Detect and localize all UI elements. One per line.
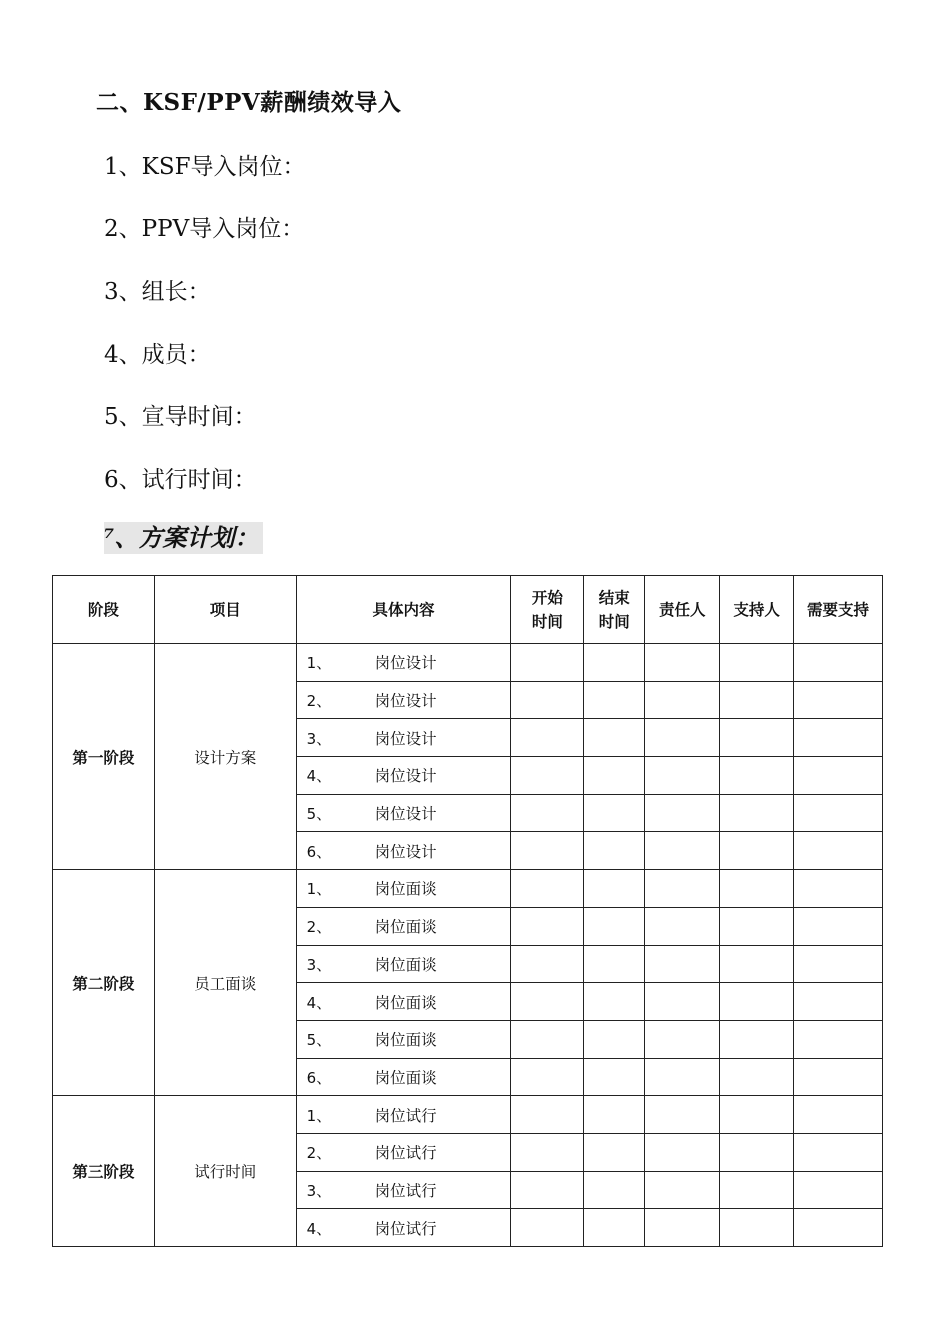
supporter-cell[interactable] — [720, 983, 794, 1021]
responsible-cell[interactable] — [645, 1096, 720, 1134]
end-time-cell[interactable] — [584, 1133, 645, 1171]
support-needed-cell[interactable] — [794, 719, 883, 757]
responsible-cell[interactable] — [645, 945, 720, 983]
header-content: 具体内容 — [296, 576, 511, 644]
supporter-cell[interactable] — [720, 644, 794, 682]
end-time-cell[interactable] — [584, 719, 645, 757]
plan-table — [52, 575, 883, 1247]
responsible-cell[interactable] — [645, 719, 720, 757]
end-time-cell[interactable] — [584, 681, 645, 719]
content-number: 4、 — [306, 767, 332, 786]
content-text: 岗位面谈 — [374, 880, 437, 899]
end-time-cell[interactable] — [584, 945, 645, 983]
item-team-leader: 3、组长： — [104, 279, 211, 305]
content-text: 岗位设计 — [374, 729, 437, 748]
end-time-cell[interactable] — [584, 832, 645, 870]
responsible-cell[interactable] — [645, 1133, 720, 1171]
supporter-cell[interactable] — [720, 1096, 794, 1134]
start-time-cell[interactable] — [511, 1020, 584, 1058]
support-needed-cell[interactable] — [794, 907, 883, 945]
start-time-cell[interactable] — [511, 870, 584, 908]
header-responsible: 责任人 — [645, 576, 720, 644]
support-needed-cell[interactable] — [794, 983, 883, 1021]
header-stage: 阶段 — [53, 576, 155, 644]
responsible-cell[interactable] — [645, 681, 720, 719]
content-cell — [296, 1133, 511, 1171]
project-cell: 员工面谈 — [154, 870, 296, 1096]
content-cell — [296, 757, 511, 795]
header-end-time: 结束 时间 — [584, 576, 645, 644]
start-time-cell[interactable] — [511, 832, 584, 870]
end-time-cell[interactable] — [584, 794, 645, 832]
start-time-cell[interactable] — [511, 1209, 584, 1247]
item-trial-time: 6、试行时间： — [104, 467, 257, 493]
content-number: 2、 — [306, 918, 332, 937]
support-needed-cell[interactable] — [794, 1020, 883, 1058]
item-members: 4、成员： — [104, 342, 211, 368]
section-heading: 二、KSF/PPV薪酬绩效导入 — [96, 89, 402, 116]
project-cell: 设计方案 — [154, 644, 296, 870]
content-text: 岗位试行 — [374, 1181, 437, 1200]
support-needed-cell[interactable] — [794, 832, 883, 870]
content-number: 5、 — [306, 1031, 332, 1050]
end-time-cell[interactable] — [584, 1209, 645, 1247]
start-time-cell[interactable] — [511, 1058, 584, 1096]
content-number: 4、 — [306, 1219, 332, 1238]
start-time-cell[interactable] — [511, 983, 584, 1021]
content-cell — [296, 719, 511, 757]
supporter-cell[interactable] — [720, 1020, 794, 1058]
supporter-cell[interactable] — [720, 832, 794, 870]
table-header-row — [53, 576, 883, 644]
item-briefing-time: 5、宣导时间： — [104, 404, 257, 430]
header-start-time: 开始 时间 — [511, 576, 584, 644]
end-time-cell[interactable] — [584, 644, 645, 682]
end-time-cell[interactable] — [584, 1020, 645, 1058]
stage-cell: 第二阶段 — [53, 870, 155, 1096]
content-text: 岗位设计 — [374, 805, 437, 824]
content-text: 岗位设计 — [374, 767, 437, 786]
supporter-cell[interactable] — [720, 1058, 794, 1096]
end-time-cell[interactable] — [584, 1058, 645, 1096]
supporter-cell[interactable] — [720, 1209, 794, 1247]
end-time-cell[interactable] — [584, 1096, 645, 1134]
content-number: 6、 — [306, 842, 332, 861]
supporter-cell[interactable] — [720, 870, 794, 908]
content-cell — [296, 945, 511, 983]
start-time-cell[interactable] — [511, 794, 584, 832]
responsible-cell[interactable] — [645, 870, 720, 908]
support-needed-cell[interactable] — [794, 1058, 883, 1096]
content-cell — [296, 1096, 511, 1134]
header-support-needed: 需要支持 — [794, 576, 883, 644]
plan-heading: ⁷、方案计划： — [104, 522, 263, 554]
responsible-cell[interactable] — [645, 983, 720, 1021]
content-number: 1、 — [306, 654, 332, 673]
content-number: 3、 — [306, 729, 332, 748]
header-project: 项目 — [154, 576, 296, 644]
end-time-cell[interactable] — [584, 1171, 645, 1209]
supporter-cell[interactable] — [720, 945, 794, 983]
responsible-cell[interactable] — [645, 757, 720, 795]
start-time-cell[interactable] — [511, 907, 584, 945]
start-time-cell[interactable] — [511, 644, 584, 682]
content-number: 3、 — [306, 1181, 332, 1200]
responsible-cell[interactable] — [645, 1020, 720, 1058]
content-text: 岗位设计 — [374, 654, 437, 673]
supporter-cell[interactable] — [720, 794, 794, 832]
table-row — [53, 644, 883, 682]
support-needed-cell[interactable] — [794, 681, 883, 719]
support-needed-cell[interactable] — [794, 1209, 883, 1247]
support-needed-cell[interactable] — [794, 945, 883, 983]
content-text: 岗位面谈 — [374, 918, 437, 937]
stage-cell: 第一阶段 — [53, 644, 155, 870]
start-time-cell[interactable] — [511, 1133, 584, 1171]
content-number: 4、 — [306, 993, 332, 1012]
content-number: 1、 — [306, 1106, 332, 1125]
content-cell — [296, 1171, 511, 1209]
start-time-cell[interactable] — [511, 945, 584, 983]
item-ppv-positions: 2、PPV导入岗位： — [104, 216, 305, 242]
responsible-cell[interactable] — [645, 1058, 720, 1096]
content-text: 岗位试行 — [374, 1144, 437, 1163]
content-text: 岗位面谈 — [374, 1068, 437, 1087]
content-cell — [296, 1020, 511, 1058]
item-ksf-positions: 1、KSF导入岗位： — [104, 154, 306, 180]
support-needed-cell[interactable] — [794, 1133, 883, 1171]
supporter-cell[interactable] — [720, 1171, 794, 1209]
support-needed-cell[interactable] — [794, 757, 883, 795]
supporter-cell[interactable] — [720, 681, 794, 719]
content-cell — [296, 1209, 511, 1247]
content-cell — [296, 870, 511, 908]
start-time-cell[interactable] — [511, 719, 584, 757]
content-cell — [296, 983, 511, 1021]
start-time-cell[interactable] — [511, 1171, 584, 1209]
header-supporter: 支持人 — [720, 576, 794, 644]
content-number: 2、 — [306, 692, 332, 711]
responsible-cell[interactable] — [645, 832, 720, 870]
supporter-cell[interactable] — [720, 1133, 794, 1171]
content-number: 1、 — [306, 880, 332, 899]
content-cell — [296, 644, 511, 682]
content-text: 岗位面谈 — [374, 1031, 437, 1050]
start-time-cell[interactable] — [511, 1096, 584, 1134]
content-number: 6、 — [306, 1068, 332, 1087]
start-time-cell[interactable] — [511, 757, 584, 795]
end-time-cell[interactable] — [584, 907, 645, 945]
content-cell — [296, 832, 511, 870]
support-needed-cell[interactable] — [794, 1096, 883, 1134]
table-row — [53, 1096, 883, 1134]
responsible-cell[interactable] — [645, 794, 720, 832]
end-time-cell[interactable] — [584, 983, 645, 1021]
supporter-cell[interactable] — [720, 907, 794, 945]
content-cell — [296, 1058, 511, 1096]
stage-cell: 第三阶段 — [53, 1096, 155, 1247]
content-number: 5、 — [306, 805, 332, 824]
responsible-cell[interactable] — [645, 644, 720, 682]
supporter-cell[interactable] — [720, 757, 794, 795]
support-needed-cell[interactable] — [794, 644, 883, 682]
content-text: 岗位试行 — [374, 1106, 437, 1125]
content-text: 岗位面谈 — [374, 955, 437, 974]
supporter-cell[interactable] — [720, 719, 794, 757]
end-time-cell[interactable] — [584, 870, 645, 908]
support-needed-cell[interactable] — [794, 1171, 883, 1209]
support-needed-cell[interactable] — [794, 794, 883, 832]
responsible-cell[interactable] — [645, 1209, 720, 1247]
table-row — [53, 870, 883, 908]
content-number: 3、 — [306, 955, 332, 974]
content-text: 岗位面谈 — [374, 993, 437, 1012]
support-needed-cell[interactable] — [794, 870, 883, 908]
content-cell — [296, 794, 511, 832]
project-cell: 试行时间 — [154, 1096, 296, 1247]
responsible-cell[interactable] — [645, 1171, 720, 1209]
end-time-cell[interactable] — [584, 757, 645, 795]
content-text: 岗位设计 — [374, 842, 437, 861]
content-cell — [296, 907, 511, 945]
content-number: 2、 — [306, 1144, 332, 1163]
content-cell — [296, 681, 511, 719]
start-time-cell[interactable] — [511, 681, 584, 719]
content-text: 岗位设计 — [374, 692, 437, 711]
content-text: 岗位试行 — [374, 1219, 437, 1238]
responsible-cell[interactable] — [645, 907, 720, 945]
